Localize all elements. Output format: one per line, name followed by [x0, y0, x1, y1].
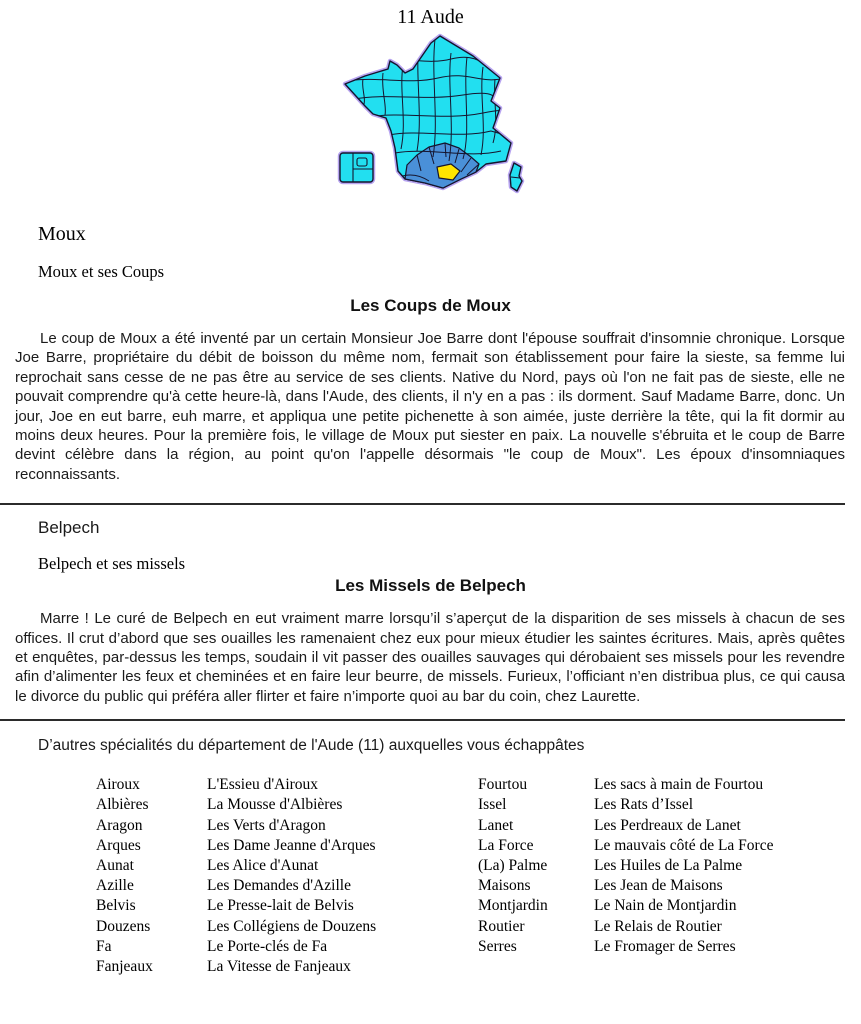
page-title: 11 Aude [397, 6, 464, 28]
specialty-name: Les Rats d’Issel [594, 796, 694, 814]
france-map [333, 31, 553, 201]
moux-paragraph: Le coup de Moux a été inventé par un certain Monsieur Joe Barre dont l'épouse souffrait d'insomnie chronique. Lorsque Joe Barre, propriétaire du débit de boisson du même nom, fermait son établissement pour faire la sieste, sa femme lui reprochait sans cesse de ne pas être au service de ses clients. Native du Nord, pays où l'on ne fait pas de sieste, elle ne pouvait comprendre qu'à cette heure-là, dans l'Aude, des clients, il n'y en a pas : ils dorment. Sauf Madame Barre, donc. Un jour, Joe en eut barre, euh marre, et appliqua une petite pichenette à son aimée, juste derrière la tête, qui la fit dormir au moins deux heures. Pour la première fois, le village de Moux put siester en paix. La nouvelle s'ébruita et le coup de Barre devint célèbre dans la région, au point qu'on l'appelle désormais "le coup de Moux". Les époux d'insomniaques reconnaissants. [15, 330, 845, 483]
moux-heading: Moux [38, 223, 86, 245]
specialty-name: Les sacs à main de Fourtou [594, 776, 764, 794]
place-name: Routier [478, 917, 525, 935]
specialties-left-column [96, 776, 468, 978]
place-name: Fa [96, 937, 112, 955]
moux-section-title: Les Coups de Moux [350, 296, 511, 315]
specialty-name: Le Porte-clés de Fa [207, 937, 328, 955]
place-name: Azille [96, 877, 134, 895]
specialty-name: Les Huiles de La Palme [594, 857, 743, 875]
specialty-name: Les Alice d'Aunat [207, 857, 319, 875]
belpech-heading: Belpech [38, 518, 100, 538]
place-name: Albières [96, 796, 149, 814]
place-name: Aunat [96, 857, 134, 875]
map-inset-box [340, 153, 373, 182]
section-divider [0, 719, 845, 721]
belpech-paragraph: Marre ! Le curé de Belpech en eut vraiment marre lorsqu’il s’aperçut de la disparition de ses missels à chacun de ses offices. Il crut d’abord que ses ouailles les ramenaient chez eux pour mieux étudier les saintes écritures. Mais, après quêtes et enquêtes, par-dessus les temps, soudain il vit passer des ouailles sauvages qui dérobaient ses missels pour les revendre afin d’alimenter les feux et cheminées et en faire leur beurre, de missels. Furieux, l’officiant n’en distribua plus, ce qui causa le divorce du public qui préféra aller flirter et faire n’importe quoi au bar du coin, chez Laurette. [15, 610, 845, 705]
specialty-name: Le Relais de Routier [594, 917, 722, 935]
specialty-name: Les Dame Jeanne d'Arques [207, 836, 376, 854]
place-name: Aragon [96, 816, 143, 834]
place-name: Douzens [96, 917, 151, 935]
place-name: Fourtou [478, 776, 528, 794]
specialty-name: Les Verts d'Aragon [207, 816, 326, 834]
place-name: Montjardin [478, 897, 548, 915]
specialty-name: Les Collégiens de Douzens [207, 917, 377, 935]
moux-subheading: Moux et ses Coups [38, 262, 165, 281]
specialty-name: Les Perdreaux de Lanet [594, 816, 741, 834]
place-name: La Force [478, 836, 534, 854]
place-name: Issel [478, 796, 507, 814]
specialty-name: La Mousse d'Albières [207, 796, 343, 814]
place-name: (La) Palme [478, 857, 548, 875]
place-name: Arques [96, 836, 141, 854]
specialty-name: Les Jean de Maisons [594, 877, 723, 895]
specialties-right-column [478, 776, 773, 978]
belpech-subheading: Belpech et ses missels [38, 554, 186, 574]
specialty-name: Les Demandes d'Azille [207, 877, 351, 895]
place-name: Belvis [96, 897, 136, 915]
place-name: Airoux [96, 776, 140, 794]
place-name: Fanjeaux [96, 957, 153, 975]
place-name: Maisons [478, 877, 531, 895]
specialty-name: Le mauvais côté de La Force [594, 836, 774, 854]
specialties-table [96, 776, 861, 978]
specialty-name: Le Presse-lait de Belvis [207, 897, 354, 915]
specialty-name: L'Essieu d'Airoux [207, 776, 319, 794]
place-name: Serres [478, 937, 517, 955]
specialty-name: Le Fromager de Serres [594, 937, 736, 955]
belpech-section-title: Les Missels de Belpech [335, 576, 526, 596]
france-map-svg [333, 31, 553, 201]
specialty-name: Le Nain de Montjardin [594, 897, 737, 915]
specialty-name: La Vitesse de Fanjeaux [207, 957, 351, 975]
section-divider [0, 503, 845, 505]
place-name: Lanet [478, 816, 514, 834]
specialties-intro: D’autres spécialités du département de l'Aude (11) auxquelles vous échappâtes [38, 737, 585, 755]
